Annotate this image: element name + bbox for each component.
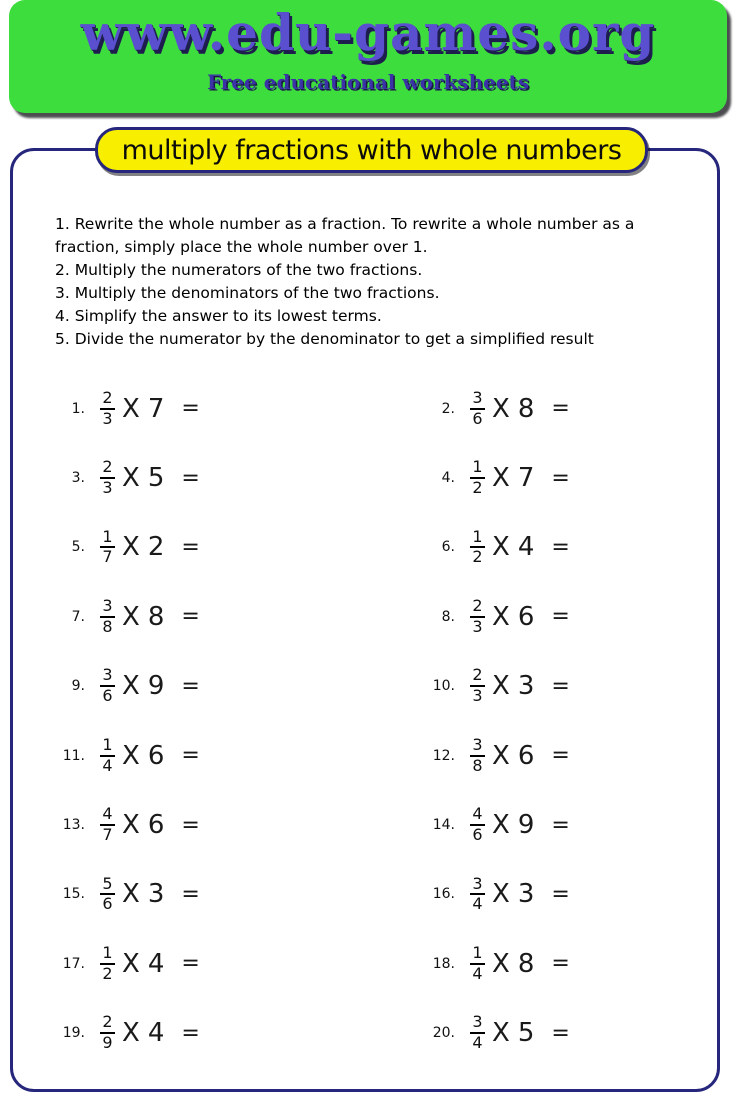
multiply-sign: X (492, 463, 510, 494)
equals-sign: = (551, 951, 570, 977)
problem-number: 15. (62, 886, 85, 903)
problem-number: 6. (441, 539, 455, 556)
equals-sign: = (181, 1020, 200, 1046)
equals-sign: = (551, 465, 570, 491)
problem-number: 5. (71, 539, 85, 556)
fraction-numerator: 3 (472, 387, 483, 407)
whole-number: 7 (147, 393, 165, 424)
multiply-sign: X (492, 601, 510, 632)
fraction-numerator: 5 (102, 873, 113, 893)
fraction (470, 806, 485, 844)
instruction-item: 1. Rewrite the whole number as a fraction. To rewrite a whole number as a fraction, simply place the whole number over 1. (55, 215, 635, 256)
site-title: www.edu-games.org (80, 3, 656, 62)
fraction-denominator: 8 (102, 616, 113, 636)
problem-row (57, 929, 427, 998)
problem-number: 2. (441, 400, 455, 417)
fraction-denominator: 6 (102, 686, 113, 706)
whole-number: 5 (147, 463, 165, 494)
instruction-item: 3. Multiply the denominators of the two fractions. (55, 284, 440, 302)
fraction (100, 526, 115, 567)
fraction-denominator: 8 (472, 755, 483, 775)
problem-row (427, 929, 707, 998)
fraction (100, 734, 115, 775)
instruction-item: 4. Simplify the answer to its lowest terms. (55, 307, 382, 325)
fraction-numerator: 1 (472, 457, 483, 477)
multiply-sign: X (122, 948, 140, 979)
fraction (470, 1014, 485, 1052)
fraction-denominator: 4 (472, 963, 483, 983)
site-banner (9, 0, 727, 113)
whole-number: 6 (517, 601, 535, 632)
multiply-sign: X (122, 671, 140, 702)
equals-sign: = (551, 812, 570, 838)
whole-number: 3 (517, 671, 535, 702)
fraction-numerator: 1 (472, 526, 483, 546)
equals-sign: = (181, 465, 200, 491)
multiply-sign: X (122, 879, 140, 910)
problems-grid (57, 374, 707, 1068)
fraction (100, 598, 115, 636)
equals-sign: = (551, 673, 570, 699)
equals-sign: = (181, 396, 200, 422)
multiply-sign: X (122, 532, 140, 563)
equals-sign: = (551, 881, 570, 907)
whole-number: 8 (517, 393, 535, 424)
whole-number: 2 (147, 532, 165, 563)
fraction (100, 1014, 115, 1052)
fraction (470, 945, 485, 983)
equals-sign: = (551, 604, 570, 630)
problem-number: 12. (432, 747, 455, 764)
fraction-denominator: 3 (472, 686, 483, 706)
fraction-denominator: 9 (102, 1033, 113, 1053)
instructions-list (55, 213, 703, 351)
fraction (100, 459, 115, 497)
fraction-numerator: 4 (102, 804, 113, 824)
problem-row (427, 443, 707, 512)
fraction-numerator: 2 (102, 457, 113, 477)
equals-sign: = (551, 534, 570, 560)
equals-sign: = (181, 743, 200, 769)
whole-number: 4 (147, 948, 165, 979)
fraction-numerator: 3 (102, 596, 113, 616)
fraction (100, 387, 115, 428)
fraction-denominator: 6 (102, 894, 113, 914)
multiply-sign: X (122, 1018, 140, 1049)
equals-sign: = (551, 396, 570, 422)
whole-number: 6 (147, 810, 165, 841)
multiply-sign: X (492, 671, 510, 702)
multiply-sign: X (492, 879, 510, 910)
fraction (470, 873, 485, 914)
equals-sign: = (181, 951, 200, 977)
problem-row (427, 374, 707, 443)
whole-number: 6 (517, 740, 535, 771)
problem-number: 4. (441, 470, 455, 487)
fraction-numerator: 2 (102, 1012, 113, 1032)
problem-number: 18. (432, 955, 455, 972)
problem-row (57, 374, 427, 443)
problem-number: 13. (62, 817, 85, 834)
fraction-denominator: 2 (472, 478, 483, 498)
fraction (100, 806, 115, 844)
fraction-numerator: 3 (472, 1012, 483, 1032)
fraction (470, 667, 485, 705)
multiply-sign: X (492, 393, 510, 424)
fraction-denominator: 4 (472, 1033, 483, 1053)
whole-number: 8 (517, 948, 535, 979)
problem-number: 16. (432, 886, 455, 903)
problem-row (427, 652, 707, 721)
multiply-sign: X (122, 740, 140, 771)
problem-row (427, 721, 707, 790)
whole-number: 4 (147, 1018, 165, 1049)
fraction (470, 387, 485, 428)
multiply-sign: X (492, 532, 510, 563)
fraction-denominator: 3 (102, 408, 113, 428)
fraction (470, 598, 485, 636)
problem-row (57, 582, 427, 651)
multiply-sign: X (122, 463, 140, 494)
fraction (100, 945, 115, 983)
whole-number: 3 (517, 879, 535, 910)
fraction-numerator: 1 (102, 734, 113, 754)
problem-number: 3. (71, 470, 85, 487)
fraction-numerator: 4 (472, 804, 483, 824)
problem-row (57, 999, 427, 1068)
fraction-denominator: 6 (472, 408, 483, 428)
whole-number: 4 (517, 532, 535, 563)
problem-row (427, 860, 707, 929)
fraction-numerator: 1 (472, 943, 483, 963)
problem-row (57, 860, 427, 929)
fraction (100, 873, 115, 914)
fraction-denominator: 3 (102, 478, 113, 498)
equals-sign: = (551, 743, 570, 769)
fraction-numerator: 3 (102, 665, 113, 685)
problem-number: 1. (71, 400, 85, 417)
fraction-numerator: 2 (472, 596, 483, 616)
problem-row (57, 790, 427, 859)
fraction (470, 459, 485, 497)
whole-number: 6 (147, 740, 165, 771)
worksheet-panel (10, 148, 720, 1092)
problem-number: 8. (441, 608, 455, 625)
problem-row (57, 721, 427, 790)
multiply-sign: X (492, 948, 510, 979)
multiply-sign: X (492, 740, 510, 771)
fraction (100, 667, 115, 705)
fraction (470, 734, 485, 775)
whole-number: 8 (147, 601, 165, 632)
fraction-denominator: 7 (102, 547, 113, 567)
multiply-sign: X (122, 810, 140, 841)
problem-number: 9. (71, 678, 85, 695)
site-subtitle: Free educational worksheets (206, 70, 530, 94)
fraction-numerator: 1 (102, 526, 113, 546)
equals-sign: = (181, 604, 200, 630)
problem-number: 17. (62, 955, 85, 972)
fraction-denominator: 4 (102, 755, 113, 775)
multiply-sign: X (492, 1018, 510, 1049)
problem-row (427, 790, 707, 859)
fraction-denominator: 4 (472, 894, 483, 914)
problem-number: 7. (71, 608, 85, 625)
equals-sign: = (551, 1020, 570, 1046)
fraction-denominator: 6 (472, 825, 483, 845)
equals-sign: = (181, 673, 200, 699)
equals-sign: = (181, 881, 200, 907)
fraction-numerator: 3 (472, 734, 483, 754)
fraction-denominator: 7 (102, 825, 113, 845)
fraction-denominator: 3 (472, 616, 483, 636)
equals-sign: = (181, 534, 200, 560)
problem-number: 20. (432, 1025, 455, 1042)
problem-row (57, 513, 427, 582)
problem-number: 14. (432, 817, 455, 834)
whole-number: 5 (517, 1018, 535, 1049)
problem-number: 11. (62, 747, 85, 764)
whole-number: 3 (147, 879, 165, 910)
fraction-numerator: 3 (472, 873, 483, 893)
fraction-numerator: 2 (472, 665, 483, 685)
multiply-sign: X (492, 810, 510, 841)
fraction-denominator: 2 (472, 547, 483, 567)
multiply-sign: X (122, 393, 140, 424)
whole-number: 9 (147, 671, 165, 702)
fraction-numerator: 1 (102, 943, 113, 963)
fraction (470, 526, 485, 567)
problem-row (57, 443, 427, 512)
multiply-sign: X (122, 601, 140, 632)
worksheet-title-pill (95, 127, 648, 173)
equals-sign: = (181, 812, 200, 838)
problem-number: 19. (62, 1025, 85, 1042)
problem-row (427, 513, 707, 582)
fraction-numerator: 2 (102, 387, 113, 407)
whole-number: 7 (517, 463, 535, 494)
problem-row (427, 582, 707, 651)
problem-row (427, 999, 707, 1068)
instruction-item: 5. Divide the numerator by the denominator to get a simplified result (55, 330, 594, 348)
whole-number: 9 (517, 810, 535, 841)
fraction-denominator: 2 (102, 963, 113, 983)
problem-row (57, 652, 427, 721)
problem-number: 10. (432, 678, 455, 695)
instruction-item: 2. Multiply the numerators of the two fractions. (55, 261, 423, 279)
worksheet-title-text: multiply fractions with whole numbers (121, 134, 622, 166)
